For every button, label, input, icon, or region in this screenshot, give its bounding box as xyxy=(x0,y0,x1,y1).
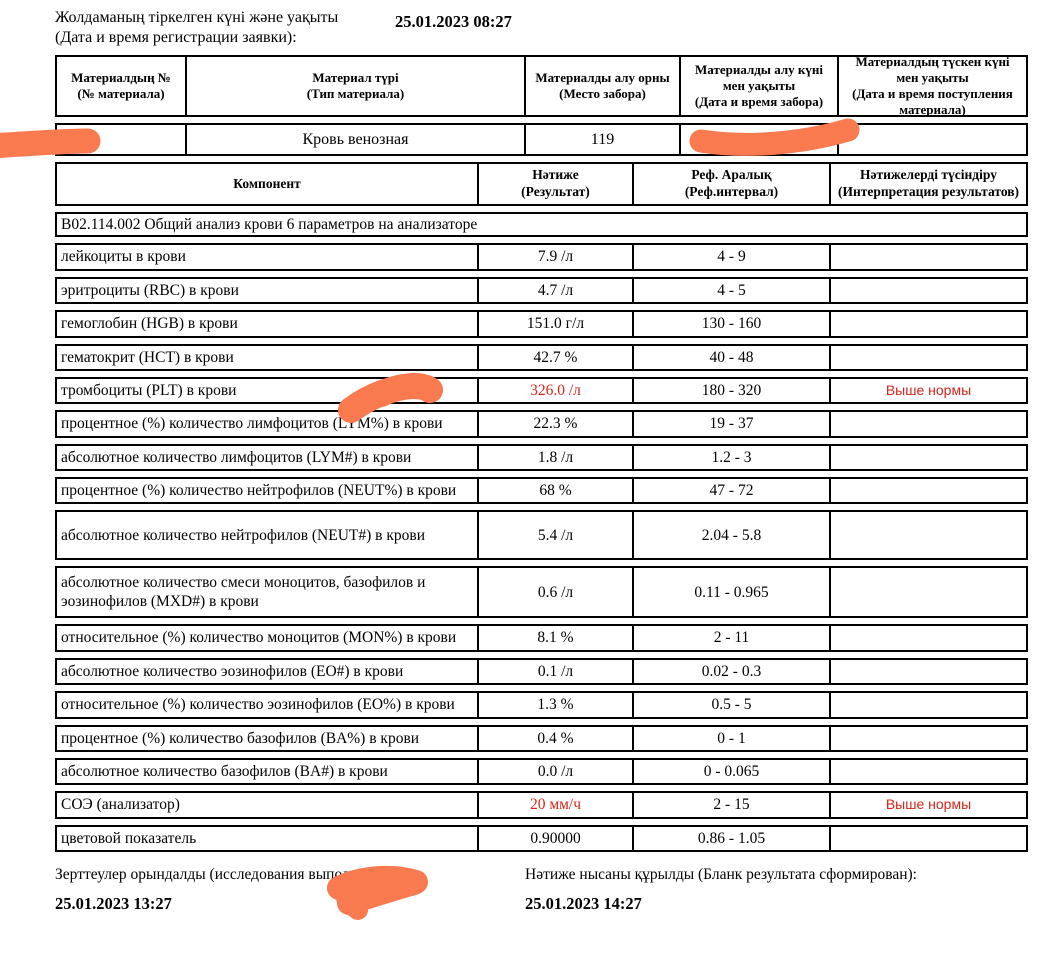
component-cell: относительное (%) количество эозинофилов (EO%) в крови xyxy=(61,696,455,714)
result-cell: 22.3 % xyxy=(477,412,632,435)
result-cell: 8.1 % xyxy=(477,626,632,649)
sampling-place-cell: 119 xyxy=(524,125,679,154)
registration-label xyxy=(55,8,395,48)
result-row xyxy=(55,444,1028,471)
interpretation-cell xyxy=(829,312,1026,335)
result-header: Нәтиже (Результат) xyxy=(477,164,632,204)
ref-range-cell: 47 - 72 xyxy=(632,479,829,502)
registration-datetime: 25.01.2023 08:27 xyxy=(395,12,512,31)
sampling-place-header: Материалды алу орны (Место забора) xyxy=(524,57,679,115)
registration-label-ru: (Дата и время регистрации заявки): xyxy=(55,29,297,46)
material-type-header: Материал түрі (Тип материала) xyxy=(185,57,524,115)
result-cell: 68 % xyxy=(477,479,632,502)
ref-range-cell: 19 - 37 xyxy=(632,412,829,435)
component-cell: цветовой показатель xyxy=(61,829,197,847)
result-row xyxy=(55,624,1028,651)
material-no-header: Материалдың № (№ материала) xyxy=(71,69,171,101)
registration-label-kk: Жолдаманың тіркелген күні және уақыты xyxy=(55,9,339,26)
interpretation-cell xyxy=(829,512,1026,558)
interpretation-cell xyxy=(829,245,1026,268)
interpretation-cell xyxy=(829,479,1026,502)
sampling-datetime-cell xyxy=(679,125,837,154)
result-cell: 0.6 /л xyxy=(477,568,632,616)
interpretation-cell: Выше нормы xyxy=(829,793,1026,816)
interpretation-cell xyxy=(829,760,1026,783)
performed-label: Зерттеулер орындалды (исследования выполнены): xyxy=(55,866,394,883)
material-row xyxy=(55,123,1028,156)
result-cell: 1.8 /л xyxy=(477,446,632,469)
ref-range-cell: 1.2 - 3 xyxy=(632,446,829,469)
interpretation-cell xyxy=(829,727,1026,750)
component-cell: абсолютное количество лимфоцитов (LYM#) в крови xyxy=(61,448,412,466)
result-cell: 20 мм/ч xyxy=(477,793,632,816)
component-cell: абсолютное количество базофилов (BA#) в крови xyxy=(61,762,388,780)
result-cell: 0.1 /л xyxy=(477,660,632,683)
component-cell: эритроциты (RBC) в крови xyxy=(61,281,239,299)
ref-range-cell: 0.11 - 0.965 xyxy=(632,568,829,616)
interpretation-cell xyxy=(829,626,1026,649)
material-table-header xyxy=(55,55,1028,117)
results-table-header xyxy=(55,162,1028,206)
result-row xyxy=(55,477,1028,504)
result-cell: 5.4 /л xyxy=(477,512,632,558)
result-cell: 0.4 % xyxy=(477,727,632,750)
component-cell: абсолютное количество нейтрофилов (NEUT#) в крови xyxy=(61,526,425,544)
registration-line xyxy=(55,8,1028,48)
interpretation-cell xyxy=(829,446,1026,469)
result-row xyxy=(55,691,1028,718)
result-cell: 42.7 % xyxy=(477,346,632,369)
ref-range-cell: 130 - 160 xyxy=(632,312,829,335)
interpretation-cell xyxy=(829,693,1026,716)
ref-range-cell: 0 - 0.065 xyxy=(632,760,829,783)
result-cell: 0.90000 xyxy=(477,827,632,850)
lab-report-page xyxy=(55,0,1028,914)
result-row xyxy=(55,277,1028,304)
ref-range-cell: 4 - 9 xyxy=(632,245,829,268)
interpretation-cell: Выше нормы xyxy=(829,379,1026,402)
ref-range-cell: 180 - 320 xyxy=(632,379,829,402)
report-footer xyxy=(55,866,1028,884)
material-no-cell xyxy=(57,125,185,154)
component-cell: процентное (%) количество нейтрофилов (NEUT%) в крови xyxy=(61,482,457,499)
ref-range-cell: 2 - 15 xyxy=(632,793,829,816)
result-cell: 7.9 /л xyxy=(477,245,632,268)
component-cell: абсолютное количество смеси моноцитов, базофилов и эозинофилов (MXD#) в крови xyxy=(61,574,426,611)
sampling-datetime-header: Материалды алу күні мен уақыты (Дата и время забора) xyxy=(679,57,837,115)
ref-range-cell: 0.02 - 0.3 xyxy=(632,660,829,683)
component-cell: лейкоциты в крови xyxy=(61,248,186,266)
ref-range-cell: 2.04 - 5.8 xyxy=(632,512,829,558)
ref-range-cell: 2 - 11 xyxy=(632,626,829,649)
component-cell: абсолютное количество эозинофилов (EO#) в крови xyxy=(61,662,404,680)
result-row xyxy=(55,310,1028,337)
result-cell: 151.0 г/л xyxy=(477,312,632,335)
result-row xyxy=(55,410,1028,437)
result-cell: 4.7 /л xyxy=(477,279,632,302)
interpretation-cell xyxy=(829,827,1026,850)
interpretation-cell xyxy=(829,279,1026,302)
interpretation-cell xyxy=(829,660,1026,683)
formed-label: Нәтиже нысаны құрылды (Бланк результата сформирован): xyxy=(525,866,917,883)
result-row xyxy=(55,377,1028,404)
ref-range-cell: 40 - 48 xyxy=(632,346,829,369)
interpretation-cell xyxy=(829,568,1026,616)
interpretation-cell xyxy=(829,346,1026,369)
analysis-section-title: B02.114.002 Общий анализ крови 6 параметров на анализаторе xyxy=(61,216,478,233)
result-cell: 1.3 % xyxy=(477,693,632,716)
performed-datetime: 25.01.2023 13:27 xyxy=(55,894,172,913)
result-row xyxy=(55,791,1028,818)
result-row xyxy=(55,658,1028,685)
component-cell: гематокрит (HCT) в крови xyxy=(61,348,234,366)
interpretation-cell xyxy=(829,412,1026,435)
result-row xyxy=(55,566,1028,618)
result-row xyxy=(55,825,1028,852)
ref-range-cell: 0.86 - 1.05 xyxy=(632,827,829,850)
result-cell: 0.0 /л xyxy=(477,760,632,783)
component-cell: процентное (%) количество базофилов (BA%) в крови xyxy=(61,729,420,747)
interpretation-header: Нәтижелерді түсіндіру (Интерпретация результатов) xyxy=(829,164,1026,204)
formed-datetime: 25.01.2023 14:27 xyxy=(525,894,642,913)
component-cell: процентное (%) количество лимфоцитов (LYM%) в крови xyxy=(61,415,443,433)
result-row xyxy=(55,758,1028,785)
results-rows xyxy=(55,243,1028,852)
component-cell: относительное (%) количество моноцитов (MON%) в крови xyxy=(61,629,457,647)
material-type-cell: Кровь венозная xyxy=(185,125,524,154)
ref-range-header: Реф. Аралық (Реф.интервал) xyxy=(632,164,829,204)
result-row xyxy=(55,725,1028,752)
ref-range-cell: 4 - 5 xyxy=(632,279,829,302)
analysis-section xyxy=(55,212,1028,237)
component-cell: гемоглобин (HGB) в крови xyxy=(61,315,238,333)
component-cell: тромбоциты (PLT) в крови xyxy=(61,381,237,399)
result-row xyxy=(55,243,1028,270)
received-datetime-header: Материалдың түскен күні мен уақыты (Дата и время поступления материала) xyxy=(837,57,1026,115)
result-row xyxy=(55,344,1028,371)
result-row xyxy=(55,510,1028,560)
ref-range-cell: 0 - 1 xyxy=(632,727,829,750)
footer-dates xyxy=(55,894,1028,914)
received-datetime-cell xyxy=(837,125,1026,154)
result-cell: 326.0 /л xyxy=(477,379,632,402)
ref-range-cell: 0.5 - 5 xyxy=(632,693,829,716)
component-cell: СОЭ (анализатор) xyxy=(61,796,180,814)
component-header: Компонент xyxy=(233,175,301,191)
